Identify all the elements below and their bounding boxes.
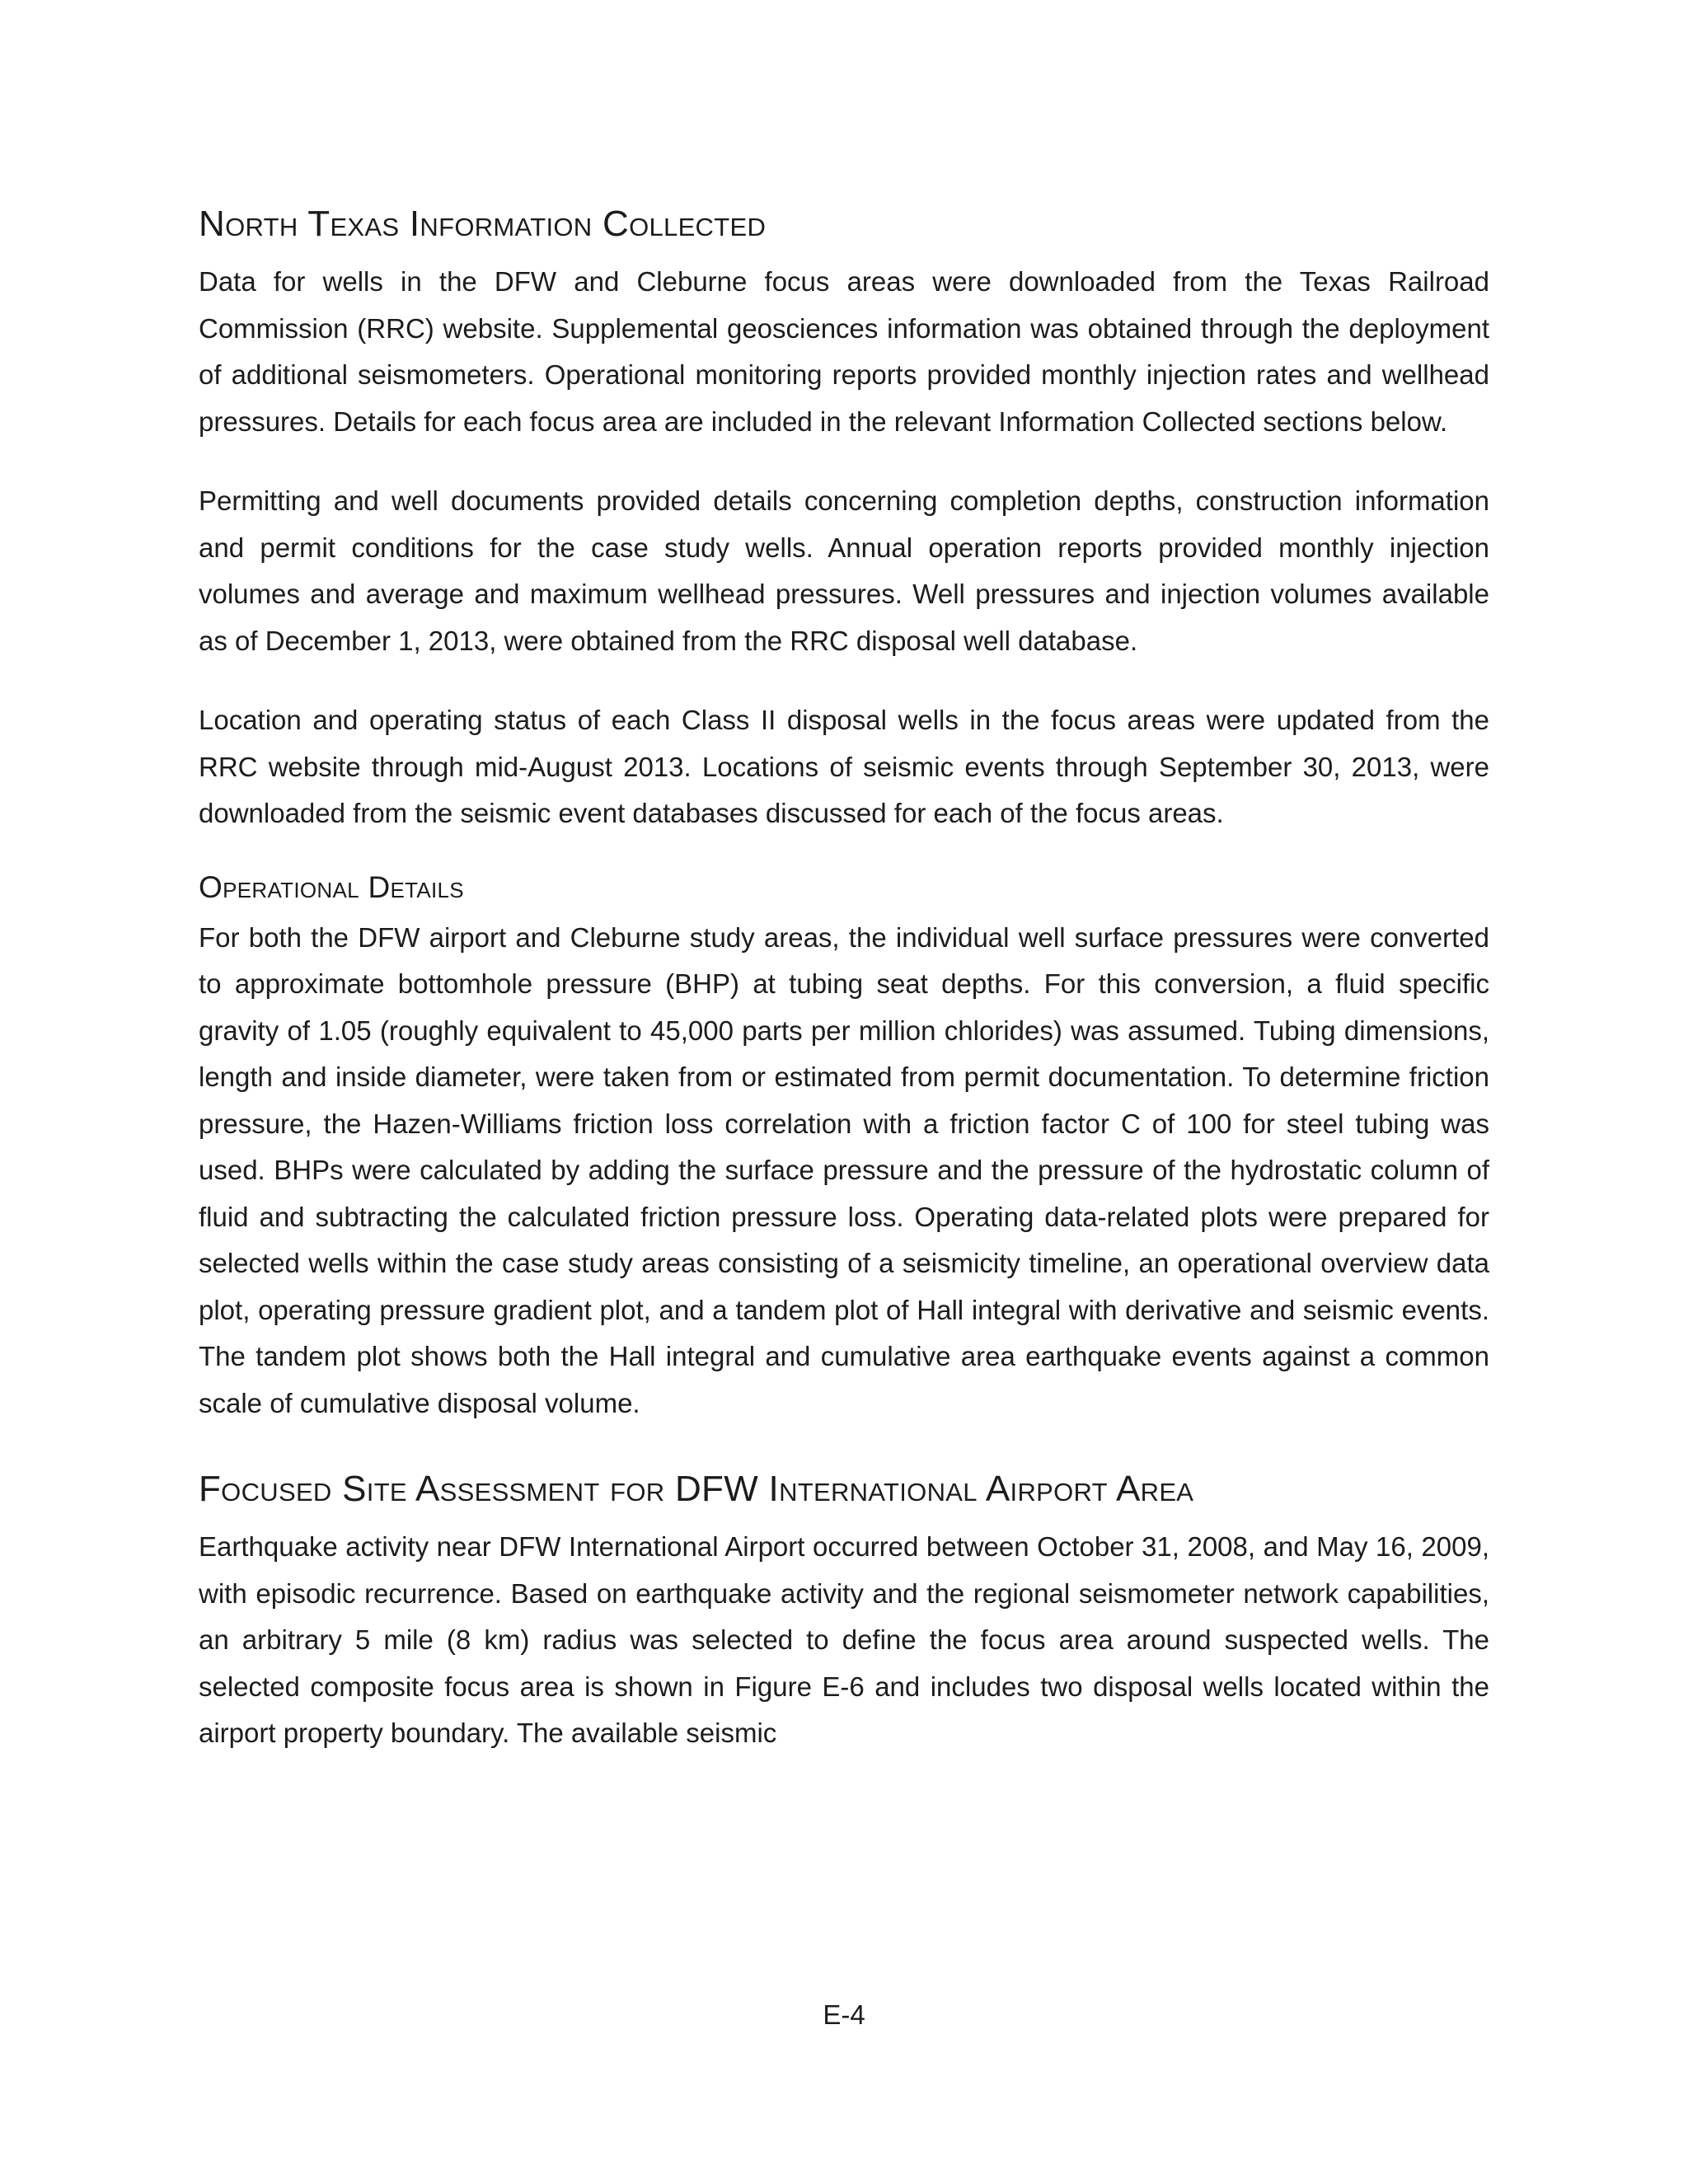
paragraph-permitting-documents: Permitting and well documents provided details concerning completion depths, construction information and permit conditions for the case study wells. Annual operation reports provided monthly injection volumes and average and maximum wellhead pressures. Well pressures and injection volumes available as of December 1, 2013, were obtained from the RRC disposal well database. xyxy=(199,485,1489,656)
page-number: E-4 xyxy=(823,1999,865,2030)
paragraph-operational-details: For both the DFW airport and Cleburne study areas, the individual well surface pressures were converted to approximate bottomhole pressure (BHP) at tubing seat depths. For this conversion, a fluid specific gravity of 1.05 (roughly equivalent to 45,000 parts per million chlorides) was assumed. Tubing dimensions, length and inside diameter, were taken from or estimated from permit documentation. To determine friction pressure, the Hazen-Williams friction loss correlation with a friction factor C of 100 for steel tubing was used. BHPs were calculated by adding the surface pressure and the pressure of the hydrostatic column of fluid and subtracting the calculated friction pressure loss. Operating data-related plots were prepared for selected wells within the case study areas consisting of a seismicity timeline, an operational overview data plot, operating pressure gradient plot, and a tandem plot of Hall integral with derivative and seismic events. The tandem plot shows both the Hall integral and cumulative area earthquake events against a common scale of cumulative disposal volume. xyxy=(199,921,1489,1418)
paragraph-data-sources: Data for wells in the DFW and Cleburne focus areas were downloaded from the Texas Railroad Commission (RRC) website. Supplemental geosciences information was obtained through the deployment of additional seismometers. Operational monitoring reports provided monthly injection rates and wellhead pressures. Details for each focus area are included in the relevant Information Collected sections below. xyxy=(199,266,1489,437)
section-heading-dfw-airport-assessment: Focused Site Assessment for DFW International Airport Area xyxy=(199,1469,1194,1509)
paragraph-dfw-earthquake-activity: Earthquake activity near DFW International Airport occurred between October 31, 2008, and May 16, 2009, with episodic recurrence. Based on earthquake activity and the regional seismometer network capabilities, an arbitrary 5 mile (8 km) radius was selected to define the focus area around suspected wells. The selected composite focus area is shown in Figure E-6 and includes two disposal wells located within the airport property boundary. The available seismic xyxy=(199,1531,1489,1748)
subsection-heading-operational-details: Operational Details xyxy=(199,869,464,904)
paragraph-location-operating-status: Location and operating status of each Class II disposal wells in the focus areas were updated from the RRC website through mid-August 2013. Locations of seismic events through September 30, 2013, were downloaded from the seismic event databases discussed for each of the focus areas. xyxy=(199,705,1489,828)
page-body xyxy=(199,190,1489,1757)
section-heading-north-texas-information-collected: North Texas Information Collected xyxy=(199,204,767,244)
